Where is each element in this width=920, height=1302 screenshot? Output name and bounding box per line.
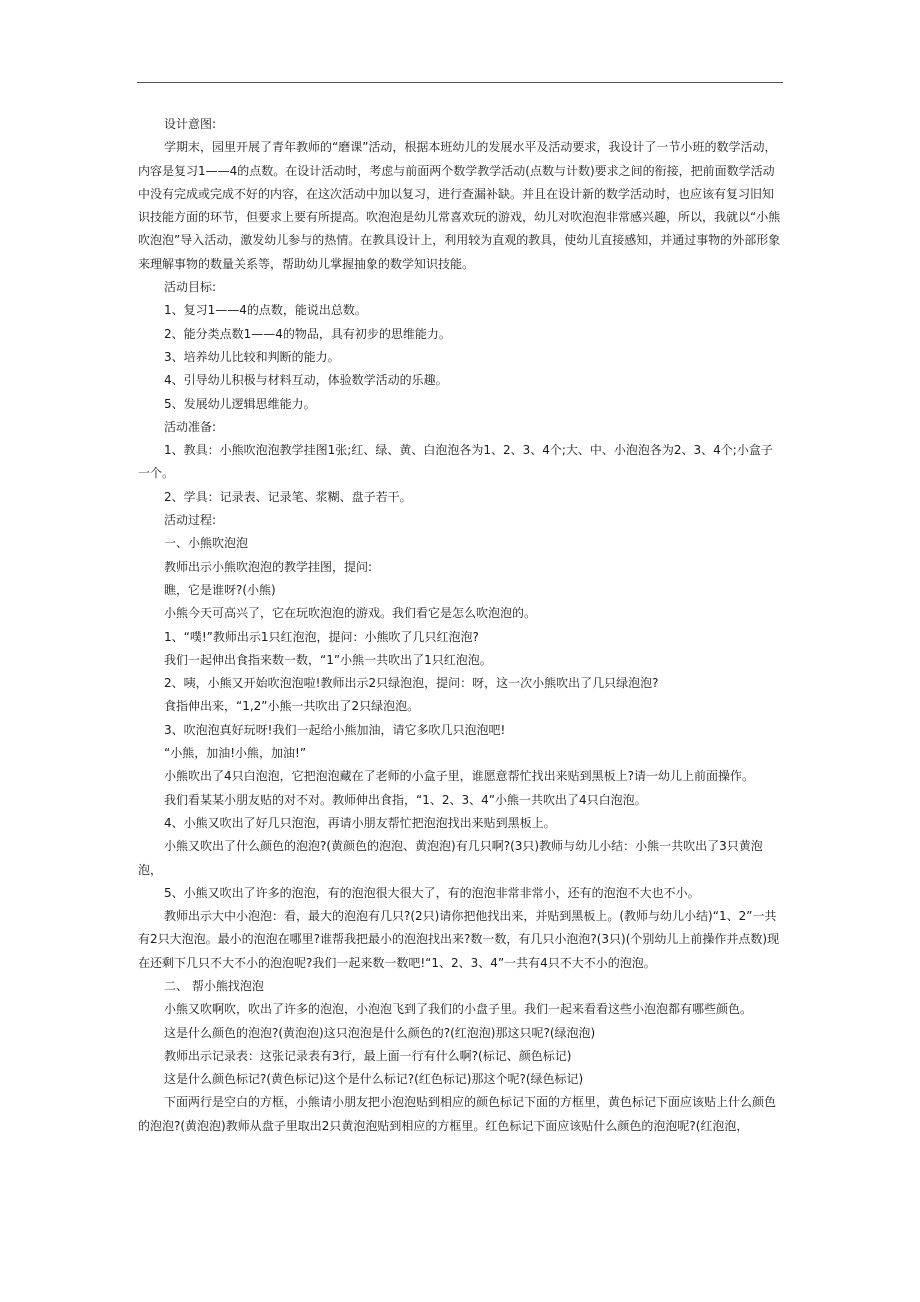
paragraph: 小熊又吹出了什么颜色的泡泡?(黄颜色的泡泡、黄泡泡)有几只啊?(3只)教师与幼儿小结：小熊一共吹出了3只黄泡泡， xyxy=(138,839,763,877)
paragraph: 一、小熊吹泡泡 xyxy=(164,536,249,551)
paragraph: 1、复习1——4的点数，能说出总数。 xyxy=(164,303,367,318)
paragraph: 4、引导幼儿积极与材料互动，体验数学活动的乐趣。 xyxy=(164,373,448,388)
paragraph: 活动目标: xyxy=(164,280,217,295)
paragraph: 1、教具：小熊吹泡泡教学挂图1张;红、绿、黄、白泡泡各为1、2、3、4个;大、中、小泡泡各为2、3、4个;小盒子一个。 xyxy=(138,443,773,481)
paragraph: 小熊又吹啊吹，吹出了许多的泡泡，小泡泡飞到了我们的小盘子里。我们一起来看看这些小泡泡都有哪些颜色。 xyxy=(164,1002,753,1017)
paragraph: 设计意图: xyxy=(164,117,217,131)
paragraph: 瞧，它是谁呀?(小熊) xyxy=(164,582,276,597)
paragraph: 我们看某某小朋友贴的对不对。教师伸出食指，“1、2、3、4”小熊一共吹出了4只白泡泡。 xyxy=(164,792,647,807)
paragraph: 2、咦，小熊又开始吹泡泡啦!教师出示2只绿泡泡，提问：呀，这一次小熊吹出了几只绿泡泡? xyxy=(164,676,659,691)
paragraph: 2、能分类点数1——4的物品，具有初步的思维能力。 xyxy=(164,326,451,341)
paragraph: 2、学具：记录表、记录笔、浆糊、盘子若干。 xyxy=(164,489,412,504)
paragraph: 5、发展幼儿逻辑思维能力。 xyxy=(164,396,316,411)
paragraph: 我们一起伸出食指来数一数，“1”小熊一共吹出了1只红泡泡。 xyxy=(164,652,492,667)
paragraph: 活动准备: xyxy=(164,419,217,434)
paragraph: 下面两行是空白的方框，小熊请小朋友把小泡泡贴到相应的颜色标记下面的方框里，黄色标记下面应该贴上什么颜色的泡泡?(黄泡泡)教师从盘子里取出2只黄泡泡贴到相应的方框里。红色标记下面应该贴什么颜色的泡泡呢?(红泡泡， xyxy=(138,1095,777,1133)
paragraph: 学期末，园里开展了青年教师的“磨课”活动，根据本班幼儿的发展水平及活动要求，我设计了一节小班的数学活动，内容是复习1——4的点数。在设计活动时，考虑与前面两个数学教学活动(点数与计数)要求之间的衔接，把前面数学活动中没有完成或完成不好的内容，在这次活动中加以复习，进行查漏补缺。并且在设计新的数学活动时，也应该有复习旧知识技能方面的环节，但要求上要有所提高。吹泡泡是幼儿常喜欢玩的游戏，幼儿对吹泡泡非常感兴趣，所以，我就以“小熊吹泡泡”导入活动，激发幼儿参与的热情。在教具设计上，利用较为直观的教具，使幼儿直接感知，并通过事物的外部形象来理解事物的数量关系等，帮助幼儿掌握抽象的数学知识技能。 xyxy=(138,140,781,271)
paragraph: “小熊，加油!小熊，加油!” xyxy=(164,746,307,761)
paragraph: 5、小熊又吹出了许多的泡泡，有的泡泡很大很大了，有的泡泡非常非常小，还有的泡泡不大也不小。 xyxy=(164,885,700,900)
paragraph: 食指伸出来，“1,2”小熊一共吹出了2只绿泡泡。 xyxy=(164,699,420,714)
paragraph: 二、 帮小熊找泡泡 xyxy=(164,978,264,993)
paragraph: 3、培养幼儿比较和判断的能力。 xyxy=(164,349,340,364)
paragraph: 活动过程: xyxy=(164,513,217,528)
paragraph: 教师出示记录表：这张记录表有3行，最上面一行有什么啊?(标记、颜色标记) xyxy=(164,1048,572,1063)
paragraph: 1、“噗!”教师出示1只红泡泡，提问：小熊吹了几只红泡泡? xyxy=(164,629,479,644)
paragraph: 教师出示小熊吹泡泡的教学挂图，提问: xyxy=(164,559,373,574)
paragraph: 小熊吹出了4只白泡泡，它把泡泡藏在了老师的小盒子里，谁愿意帮忙找出来贴到黑板上?请一幼儿上前面操作。 xyxy=(164,769,755,784)
paragraph: 3、吹泡泡真好玩呀!我们一起给小熊加油，请它多吹几只泡泡吧! xyxy=(164,722,506,737)
paragraph: 这是什么颜色标记?(黄色标记)这个是什么标记?(红色标记)那这个呢?(绿色标记) xyxy=(164,1072,584,1087)
paragraph: 4、小熊又吹出了好几只泡泡，再请小朋友帮忙把泡泡找出来贴到黑板上。 xyxy=(164,815,556,830)
paragraph: 小熊今天可高兴了，它在玩吹泡泡的游戏。我们看它是怎么吹泡泡的。 xyxy=(164,606,537,621)
document-body xyxy=(138,113,783,1138)
paragraph: 教师出示大中小泡泡：看，最大的泡泡有几只?(2只)请你把他找出来，并贴到黑板上。(教师与幼儿小结)“1、2”一共有2只大泡泡。最小的泡泡在哪里?谁帮我把最小的泡泡找出来?数一数，有几只小泡泡?(3只)(个别幼儿上前操作并点数)现在还剩下几只不大不小的泡泡呢?我们一起来数一数吧!“1、2、3、4”一共有4只不大不小的泡泡。 xyxy=(138,909,780,970)
header-rule xyxy=(137,82,783,83)
paragraph: 这是什么颜色的泡泡?(黄泡泡)这只泡泡是什么颜色的?(红泡泡)那这只呢?(绿泡泡) xyxy=(164,1025,596,1040)
